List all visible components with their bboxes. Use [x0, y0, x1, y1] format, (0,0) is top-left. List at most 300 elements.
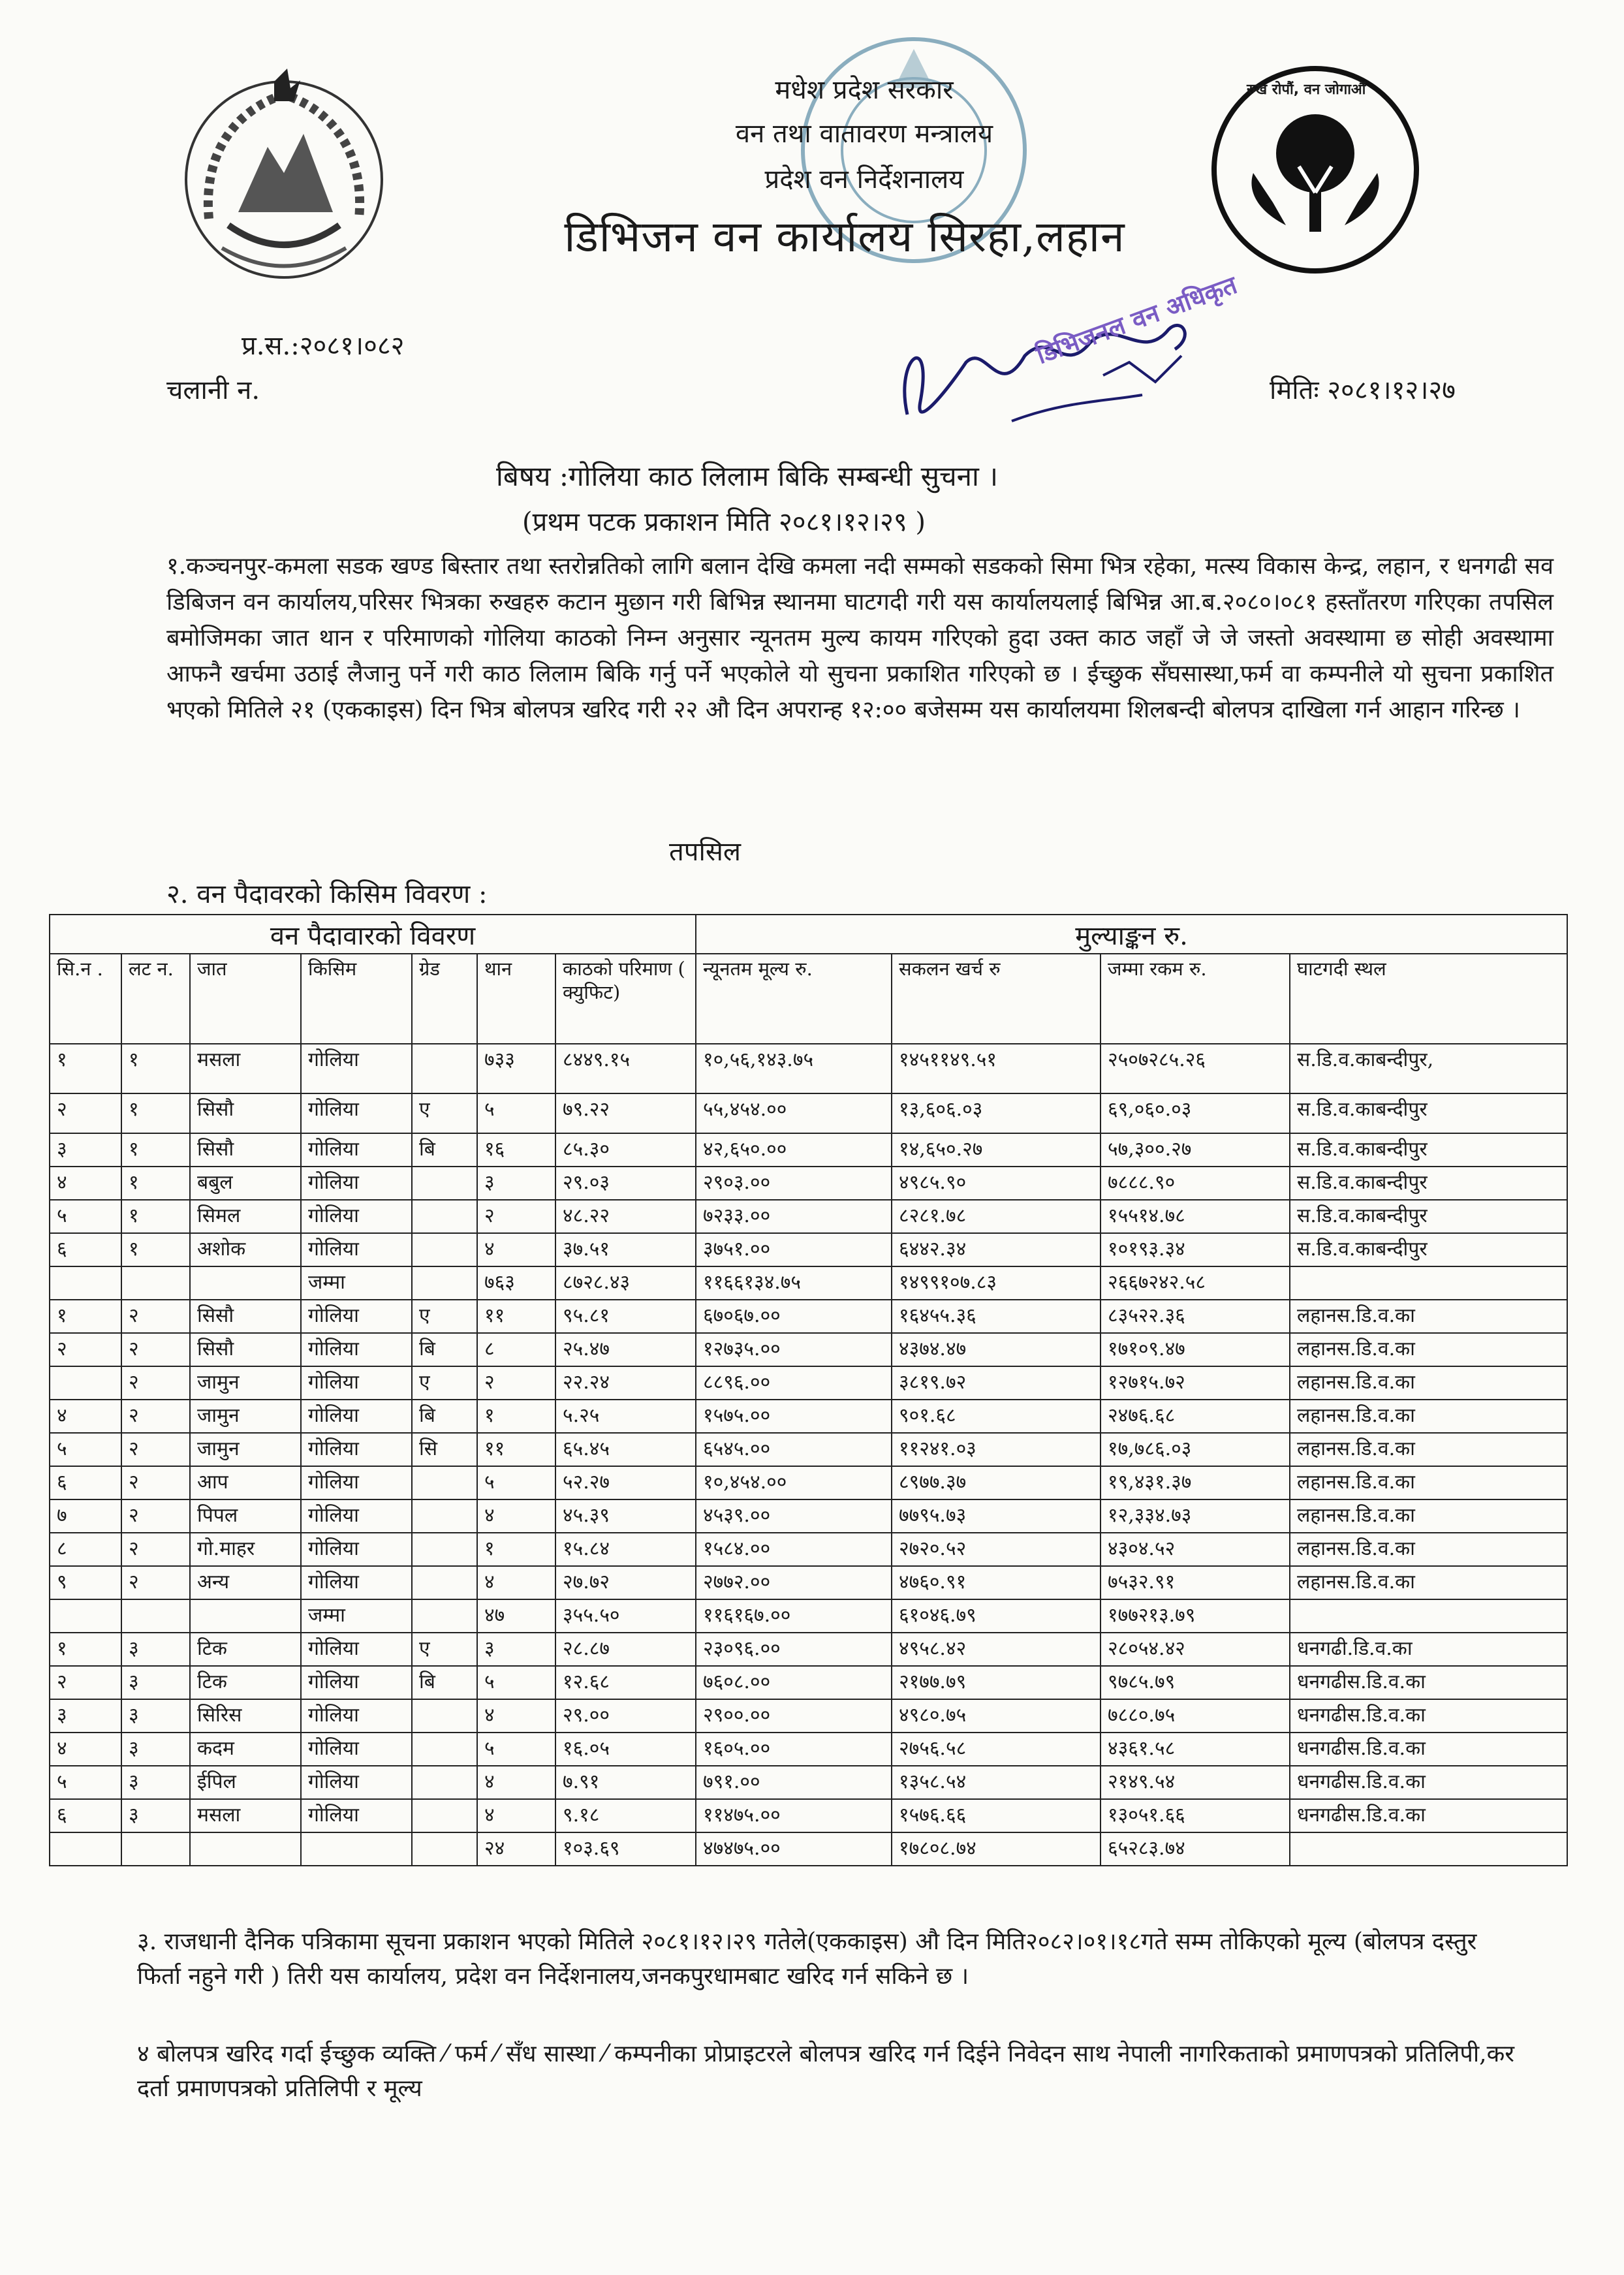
table-row [50, 1499, 1567, 1533]
table-cell [412, 1266, 477, 1300]
table-cell: लहानस.डि.व.का [1290, 1300, 1567, 1333]
table-row [50, 1133, 1567, 1167]
column-header: जात [190, 954, 301, 1044]
column-header: न्यूनतम मूल्य रु. [696, 954, 892, 1044]
table-cell [1290, 1266, 1567, 1300]
table-cell: १६.०५ [555, 1733, 696, 1766]
table-cell: २९.०० [555, 1699, 696, 1733]
table-cell: टिक [190, 1666, 301, 1699]
table-cell [1290, 1599, 1567, 1633]
table-row [50, 1766, 1567, 1799]
table-cell: २ [121, 1433, 190, 1466]
column-header: लट न. [121, 954, 190, 1044]
table-cell: ए [412, 1093, 477, 1133]
table-cell: सिसौ [190, 1333, 301, 1366]
table-cell: ५७,३००.२७ [1101, 1133, 1290, 1167]
table-cell: गो.माहर [190, 1533, 301, 1566]
table-cell: अन्य [190, 1566, 301, 1599]
table-cell: मसला [190, 1799, 301, 1832]
table-cell: १३०५१.६६ [1101, 1799, 1290, 1832]
table-cell [412, 1832, 477, 1866]
table-cell: ८८९६.०० [696, 1366, 892, 1400]
table-cell [190, 1266, 301, 1300]
table-cell: ७.९१ [555, 1766, 696, 1799]
table-cell: १०१९३.३४ [1101, 1233, 1290, 1266]
table-cell: ४७ [477, 1599, 555, 1633]
header-office-title: डिभिजन वन कार्यालय सिरहा,लहान [564, 212, 1125, 262]
table-cell: २८.८७ [555, 1633, 696, 1666]
table-cell: गोलिया [301, 1666, 412, 1699]
table-cell: ४३०४.५२ [1101, 1533, 1290, 1566]
table-cell: ७८८०.७५ [1101, 1699, 1290, 1733]
table-cell: मसला [190, 1044, 301, 1093]
column-header: ग्रेड [412, 954, 477, 1044]
table-cell: २ [121, 1566, 190, 1599]
table-cell: ३ [121, 1699, 190, 1733]
table-cell: ५२.२७ [555, 1466, 696, 1499]
table-cell: ५ [50, 1200, 121, 1233]
table-cell: ११६१६७.०० [696, 1599, 892, 1633]
table-cell [412, 1533, 477, 1566]
table-cell [121, 1832, 190, 1866]
table-cell: ६ [50, 1799, 121, 1832]
table-cell: सिसौ [190, 1133, 301, 1167]
table-cell: ८ [50, 1533, 121, 1566]
officer-stamp: डिभिजनल वन अधिकृत [1032, 270, 1241, 370]
table-cell: १३,६०६.०३ [892, 1093, 1101, 1133]
table-row [50, 1433, 1567, 1466]
table-row [50, 1832, 1567, 1866]
table-cell: २ [121, 1400, 190, 1433]
table-cell: आप [190, 1466, 301, 1499]
table-cell: २५.४७ [555, 1333, 696, 1366]
table-cell: स.डि.व.काबन्दीपुर [1290, 1233, 1567, 1266]
table-cell [121, 1266, 190, 1300]
table-cell: ८७२८.४३ [555, 1266, 696, 1300]
table-row [50, 1533, 1567, 1566]
column-header: घाटगदी स्थल [1290, 954, 1567, 1044]
table-cell: ८२८१.७८ [892, 1200, 1101, 1233]
table-cell: धनगढीस.डि.व.का [1290, 1666, 1567, 1699]
table-cell: २७७२.०० [696, 1566, 892, 1599]
table-cell: ९५.८१ [555, 1300, 696, 1333]
table-cell: ८ [477, 1333, 555, 1366]
table-cell: १३५८.५४ [892, 1766, 1101, 1799]
table-cell: कदम [190, 1733, 301, 1766]
table-cell [412, 1233, 477, 1266]
table-cell: ३ [477, 1633, 555, 1666]
table-row [50, 1699, 1567, 1733]
table-cell [412, 1466, 477, 1499]
group-header-valuation: मुल्याङ्कन रु. [696, 915, 1567, 954]
table-cell: ८९७७.३७ [892, 1466, 1101, 1499]
notice-paragraph: १.कञ्चनपुर-कमला सडक खण्ड बिस्तार तथा स्तरोन्नतिको लागि बलान देखि कमला नदी सम्मको सडकको सिमा भित्र रहेका, मत्स्य विकास केन्द्र, लहान, र धनगढी सव डिबिजन वन कार्यालय,परिसर भित्रका रुखहरु कटान मुछान गरी बिभिन्न स्थानमा घाटगदी गरी यस कार्यालयलाई बिभिन्न आ.ब.२०८०।०८१ हस्ताँतरण गरिएका तपसिल बमोजिमका जात थान र परिमाणको गोलिया काठको निम्न अनुसार न्यूनतम मुल्य कायम गरिएको हुदा उक्त काठ जहाँ जे जे जस्तो अवस्थामा छ सोही अवस्थामा आफनै खर्चमा उठाई लैजानु पर्ने गरी काठ लिलाम बिकि गर्नु पर्ने भएकोले यो सुचना प्रकाशित गरिएको छ । ईच्छुक सँघसास्था,फर्म वा कम्पनीले यो सुचना प्रकाशित भएको मितिले २१ (एककाइस) दिन भित्र बोलपत्र खरिद गरी २२ औ दिन अपरान्ह १२:०० बजेसम्म यस कार्यालयमा शिलबन्दी बोलपत्र दाखिला गर्न आहान गरिन्छ । [166, 553, 1554, 723]
table-cell: सिसौ [190, 1300, 301, 1333]
table-cell: २१४९.५४ [1101, 1766, 1290, 1799]
table-cell: २ [121, 1333, 190, 1366]
table-cell: २ [477, 1200, 555, 1233]
table-cell: ४ [477, 1499, 555, 1533]
table-cell: ३७५१.०० [696, 1233, 892, 1266]
table-cell: स.डि.व.काबन्दीपुर [1290, 1093, 1567, 1133]
table-cell: १ [50, 1633, 121, 1666]
table-cell: ४ [477, 1566, 555, 1599]
table-cell: २३०९६.०० [696, 1633, 892, 1666]
table-cell: लहानस.डि.व.का [1290, 1400, 1567, 1433]
column-header: थान [477, 954, 555, 1044]
table-cell: २ [121, 1300, 190, 1333]
table-cell [121, 1599, 190, 1633]
column-header: सकलन खर्च रु [892, 954, 1101, 1044]
table-cell: ४९८०.७५ [892, 1699, 1101, 1733]
table-cell: धनगढीस.डि.व.का [1290, 1699, 1567, 1733]
table-cell: १५८४.०० [696, 1533, 892, 1566]
table-cell: ६७०६७.०० [696, 1300, 892, 1333]
table-row [50, 1566, 1567, 1599]
table-cell: ११ [477, 1300, 555, 1333]
table-cell: २६६७२४२.५८ [1101, 1266, 1290, 1300]
column-header: काठको परिमाण ( क्युफिट) [555, 954, 696, 1044]
table-cell: ६५.४५ [555, 1433, 696, 1466]
table-cell: १२७१५.७२ [1101, 1366, 1290, 1400]
table-cell: ३ [121, 1766, 190, 1799]
table-cell: ४ [477, 1799, 555, 1832]
column-header: जम्मा रकम रु. [1101, 954, 1290, 1044]
table-cell: १६०५.०० [696, 1733, 892, 1766]
table-row [50, 1044, 1567, 1093]
table-cell: १०३.६९ [555, 1832, 696, 1866]
table-cell [1290, 1832, 1567, 1866]
table-row [50, 1333, 1567, 1366]
table-cell: १ [50, 1300, 121, 1333]
table-cell: ४७४७५.०० [696, 1832, 892, 1866]
table-cell: २ [121, 1466, 190, 1499]
table-cell [412, 1599, 477, 1633]
table-cell: १५७६.६६ [892, 1799, 1101, 1832]
table-row [50, 1300, 1567, 1333]
table-cell: ७२३३.०० [696, 1200, 892, 1233]
table-cell: १५५१४.७८ [1101, 1200, 1290, 1233]
table-cell: लहानस.डि.व.का [1290, 1499, 1567, 1533]
table-cell: ९७८५.७९ [1101, 1666, 1290, 1699]
table-cell: गोलिया [301, 1466, 412, 1499]
table-row [50, 1666, 1567, 1699]
table-cell: १ [121, 1093, 190, 1133]
table-cell: सिमल [190, 1200, 301, 1233]
table-cell: २ [50, 1093, 121, 1133]
table-cell: ७७९५.७३ [892, 1499, 1101, 1533]
table-cell: ६५४५.०० [696, 1433, 892, 1466]
table-cell: ३ [50, 1133, 121, 1167]
table-cell: २ [121, 1499, 190, 1533]
table-cell: १ [121, 1233, 190, 1266]
table-cell: १४,६५०.२७ [892, 1133, 1101, 1167]
table-cell: २९०३.०० [696, 1167, 892, 1200]
table-cell: गोलिया [301, 1799, 412, 1832]
table-cell: ४३६१.५८ [1101, 1733, 1290, 1766]
table-cell: सिरिस [190, 1699, 301, 1733]
table-cell: बि [412, 1400, 477, 1433]
table-cell [412, 1200, 477, 1233]
table-row [50, 1633, 1567, 1666]
table-cell: गोलिया [301, 1167, 412, 1200]
table-row [50, 1167, 1567, 1200]
table-cell: धनगढीस.डि.व.का [1290, 1733, 1567, 1766]
table-cell: १७८०८.७४ [892, 1832, 1101, 1866]
table-cell: २७५६.५८ [892, 1733, 1101, 1766]
table-cell: १५७५.०० [696, 1400, 892, 1433]
table-cell: ४ [477, 1766, 555, 1799]
table-cell: बि [412, 1333, 477, 1366]
table-cell: गोलिया [301, 1400, 412, 1433]
reference-number: प्र.स.:२०८१।०८२ [242, 331, 405, 361]
table-cell: गोलिया [301, 1366, 412, 1400]
footer-item-4: ४ बोलपत्र खरिद गर्दा ईच्छुक व्यक्ति ⁄ फर्म ⁄ सँध सास्था ⁄ कम्पनीका प्रोप्राइटरले बोलपत्र खरिद गर्न दिईने निवेदन साथ नेपाली नागरिकताको प्रमाणपत्रको प्रतिलिपी,कर दर्ता प्रमाणपत्रको प्रतिलिपी र मूल्य [137, 2041, 1514, 2102]
table-cell [50, 1832, 121, 1866]
table-cell: पिपल [190, 1499, 301, 1533]
table-cell: गोलिया [301, 1433, 412, 1466]
table-cell: ४ [50, 1400, 121, 1433]
table-cell: ए [412, 1366, 477, 1400]
table-cell: १९,४३१.३७ [1101, 1466, 1290, 1499]
table-cell [190, 1832, 301, 1866]
table-cell: ४ [50, 1167, 121, 1200]
table-cell: १७१०९.४७ [1101, 1333, 1290, 1366]
table-cell: गोलिया [301, 1766, 412, 1799]
table-cell: गोलिया [301, 1733, 412, 1766]
tapsil-heading: तपसिल [669, 837, 742, 867]
table-cell: २९००.०० [696, 1699, 892, 1733]
logo-slogan: रुख रोपौं, वन जोगाऔं [1247, 82, 1366, 98]
table-cell [190, 1599, 301, 1633]
table-cell [50, 1366, 121, 1400]
table-cell [412, 1799, 477, 1832]
table-cell: १४९९१०७.८३ [892, 1266, 1101, 1300]
table-cell: बि [412, 1133, 477, 1167]
group-header-product-details: वन पैदावारको विवरण [50, 915, 696, 954]
table-row [50, 1400, 1567, 1433]
table-cell: लहानस.डि.व.का [1290, 1566, 1567, 1599]
table-cell [412, 1044, 477, 1093]
table-cell [412, 1766, 477, 1799]
table-cell: ४५.३९ [555, 1499, 696, 1533]
table-cell: २ [50, 1666, 121, 1699]
subject-title: बिषय :गोलिया काठ लिलाम बिकि सम्बन्धी सुचना । [496, 460, 999, 492]
table-cell: १२.६८ [555, 1666, 696, 1699]
table-cell [412, 1167, 477, 1200]
column-header: किसिम [301, 954, 412, 1044]
table-cell: ६१०४६.७९ [892, 1599, 1101, 1633]
table-body [50, 1044, 1567, 1866]
table-cell: बबुल [190, 1167, 301, 1200]
first-publication-date: (प्रथम पटक प्रकाशन मिति २०८१।१२।२९ ) [522, 507, 926, 537]
table-cell: ३५५.५० [555, 1599, 696, 1633]
table-cell: ए [412, 1633, 477, 1666]
table-cell: धनगढीस.डि.व.का [1290, 1766, 1567, 1799]
table-cell: गोलिया [301, 1300, 412, 1333]
table-cell: २ [50, 1333, 121, 1366]
table-cell: १ [50, 1044, 121, 1093]
table-cell: ७५३२.९१ [1101, 1566, 1290, 1599]
table-cell: २१७७.७९ [892, 1666, 1101, 1699]
table-cell: ११ [477, 1433, 555, 1466]
table-cell: ९.१८ [555, 1799, 696, 1832]
table-row [50, 1799, 1567, 1832]
table-cell: ५५,४५४.०० [696, 1093, 892, 1133]
table-cell: ६४४२.३४ [892, 1233, 1101, 1266]
table-cell: ६९,०६०.०३ [1101, 1093, 1290, 1133]
table-cell: लहानस.डि.व.का [1290, 1433, 1567, 1466]
table-row [50, 1466, 1567, 1499]
table-cell: ए [412, 1300, 477, 1333]
table-cell: १७७२१३.७९ [1101, 1599, 1290, 1633]
table-cell: सिसौ [190, 1093, 301, 1133]
table-cell: २५०७२८५.२६ [1101, 1044, 1290, 1093]
table-cell: ७९.२२ [555, 1093, 696, 1133]
table-cell: गोलिया [301, 1533, 412, 1566]
table-cell: लहानस.डि.व.का [1290, 1533, 1567, 1566]
table-row [50, 1266, 1567, 1300]
table-cell: ७६०८.०० [696, 1666, 892, 1699]
table-cell: ८३५२२.३६ [1101, 1300, 1290, 1333]
table-cell: ३ [121, 1733, 190, 1766]
table-cell: १७,७८६.०३ [1101, 1433, 1290, 1466]
table-cell: गोलिया [301, 1333, 412, 1366]
column-header: सि.न . [50, 954, 121, 1044]
table-cell: १०,५६,१४३.७५ [696, 1044, 892, 1093]
table-cell: ६ [50, 1466, 121, 1499]
table-cell: गोलिया [301, 1233, 412, 1266]
table-cell: ४७६०.९१ [892, 1566, 1101, 1599]
table-cell: २४७६.६८ [1101, 1400, 1290, 1433]
table-cell: ३८१९.७२ [892, 1366, 1101, 1400]
table-row [50, 1093, 1567, 1133]
table-cell: ४८.२२ [555, 1200, 696, 1233]
table-cell: २४ [477, 1832, 555, 1866]
table-cell: स.डि.व.काबन्दीपुर, [1290, 1044, 1567, 1093]
notice-date: मितिः २०८१।१२।२७ [1270, 375, 1456, 405]
tree-plantation-logo [1208, 62, 1423, 277]
table-cell: १२७३५.०० [696, 1333, 892, 1366]
header-province: मधेश प्रदेश सरकार [775, 75, 954, 105]
table-cell: २९.०३ [555, 1167, 696, 1200]
table-cell: १ [121, 1133, 190, 1167]
table-cell: १६ [477, 1133, 555, 1167]
table-cell: जम्मा [301, 1599, 412, 1633]
table-cell: १ [121, 1200, 190, 1233]
table-cell: १ [121, 1167, 190, 1200]
table-cell: ४ [477, 1699, 555, 1733]
table-cell: जामुन [190, 1400, 301, 1433]
table-cell: बि [412, 1666, 477, 1699]
table-cell: १ [477, 1400, 555, 1433]
table-cell: ३७.५१ [555, 1233, 696, 1266]
table-cell: ११२४१.०३ [892, 1433, 1101, 1466]
table-cell: गोलिया [301, 1133, 412, 1167]
table-cell: ३ [477, 1167, 555, 1200]
table-cell [412, 1566, 477, 1599]
table-cell: धनगढीस.डि.व.का [1290, 1799, 1567, 1832]
table-row [50, 1233, 1567, 1266]
table-cell: स.डि.व.काबन्दीपुर [1290, 1133, 1567, 1167]
table-cell: १०,४५४.०० [696, 1466, 892, 1499]
table-cell: ९०१.६८ [892, 1400, 1101, 1433]
table-cell: गोलिया [301, 1044, 412, 1093]
table-cell: ५ [477, 1466, 555, 1499]
table-cell: ५ [477, 1733, 555, 1766]
table-cell: ७८८८.९० [1101, 1167, 1290, 1200]
table-cell: ३ [121, 1799, 190, 1832]
dispatch-number: चलानी न. [166, 375, 260, 405]
table-cell: ७९१.०० [696, 1766, 892, 1799]
table-cell: १६४५५.३६ [892, 1300, 1101, 1333]
table-cell: ६ [50, 1233, 121, 1266]
table-row [50, 1200, 1567, 1233]
table-cell: गोलिया [301, 1566, 412, 1599]
header-directorate: प्रदेश वन निर्देशनालय [764, 165, 964, 195]
column-header-row [50, 954, 1567, 1044]
table-cell: धनगढी.डि.व.का [1290, 1633, 1567, 1666]
table-cell: १ [121, 1044, 190, 1093]
table-cell: ७३३ [477, 1044, 555, 1093]
table-cell: गोलिया [301, 1499, 412, 1533]
table-cell: ४३७४.४७ [892, 1333, 1101, 1366]
table-cell: ३ [50, 1699, 121, 1733]
table-cell: ५.२५ [555, 1400, 696, 1433]
table-cell: ११४७५.०० [696, 1799, 892, 1832]
table-cell: ८५.३० [555, 1133, 696, 1167]
table-cell: ४५३९.०० [696, 1499, 892, 1533]
table-cell: स.डि.व.काबन्दीपुर [1290, 1200, 1567, 1233]
table-cell: ७ [50, 1499, 121, 1533]
table-cell: २ [121, 1366, 190, 1400]
table-cell: सि [412, 1433, 477, 1466]
header-ministry: वन तथा वातावरण मन्त्रालय [735, 119, 993, 149]
table-cell: ६५२८३.७४ [1101, 1832, 1290, 1866]
table-row [50, 1366, 1567, 1400]
table-cell: जम्मा [301, 1266, 412, 1300]
table-cell [50, 1599, 121, 1633]
table-cell: गोलिया [301, 1633, 412, 1666]
table-cell: २७२०.५२ [892, 1533, 1101, 1566]
table-cell [412, 1499, 477, 1533]
table-cell: ५ [477, 1093, 555, 1133]
table-cell: ८४४९.१५ [555, 1044, 696, 1093]
table-cell: २७.७२ [555, 1566, 696, 1599]
table-cell: टिक [190, 1633, 301, 1666]
table-cell: ३ [121, 1666, 190, 1699]
table-cell [50, 1266, 121, 1300]
table-row [50, 1733, 1567, 1766]
table-cell: ५ [50, 1766, 121, 1799]
table-cell: ४९८५.९० [892, 1167, 1101, 1200]
table-cell: १ [477, 1533, 555, 1566]
table-cell [412, 1699, 477, 1733]
table-cell: १२,३३४.७३ [1101, 1499, 1290, 1533]
table-cell: १४५११४९.५१ [892, 1044, 1101, 1093]
table-cell: लहानस.डि.व.का [1290, 1366, 1567, 1400]
table-cell: १५.८४ [555, 1533, 696, 1566]
table-cell [301, 1832, 412, 1866]
table-cell: २ [121, 1533, 190, 1566]
table-cell: जामुन [190, 1433, 301, 1466]
table-cell: ११६६१३४.७५ [696, 1266, 892, 1300]
table-cell: ९ [50, 1566, 121, 1599]
table-cell: गोलिया [301, 1699, 412, 1733]
table-cell: ५ [477, 1666, 555, 1699]
table-cell: ईपिल [190, 1766, 301, 1799]
table-cell: ४२,६५०.०० [696, 1133, 892, 1167]
